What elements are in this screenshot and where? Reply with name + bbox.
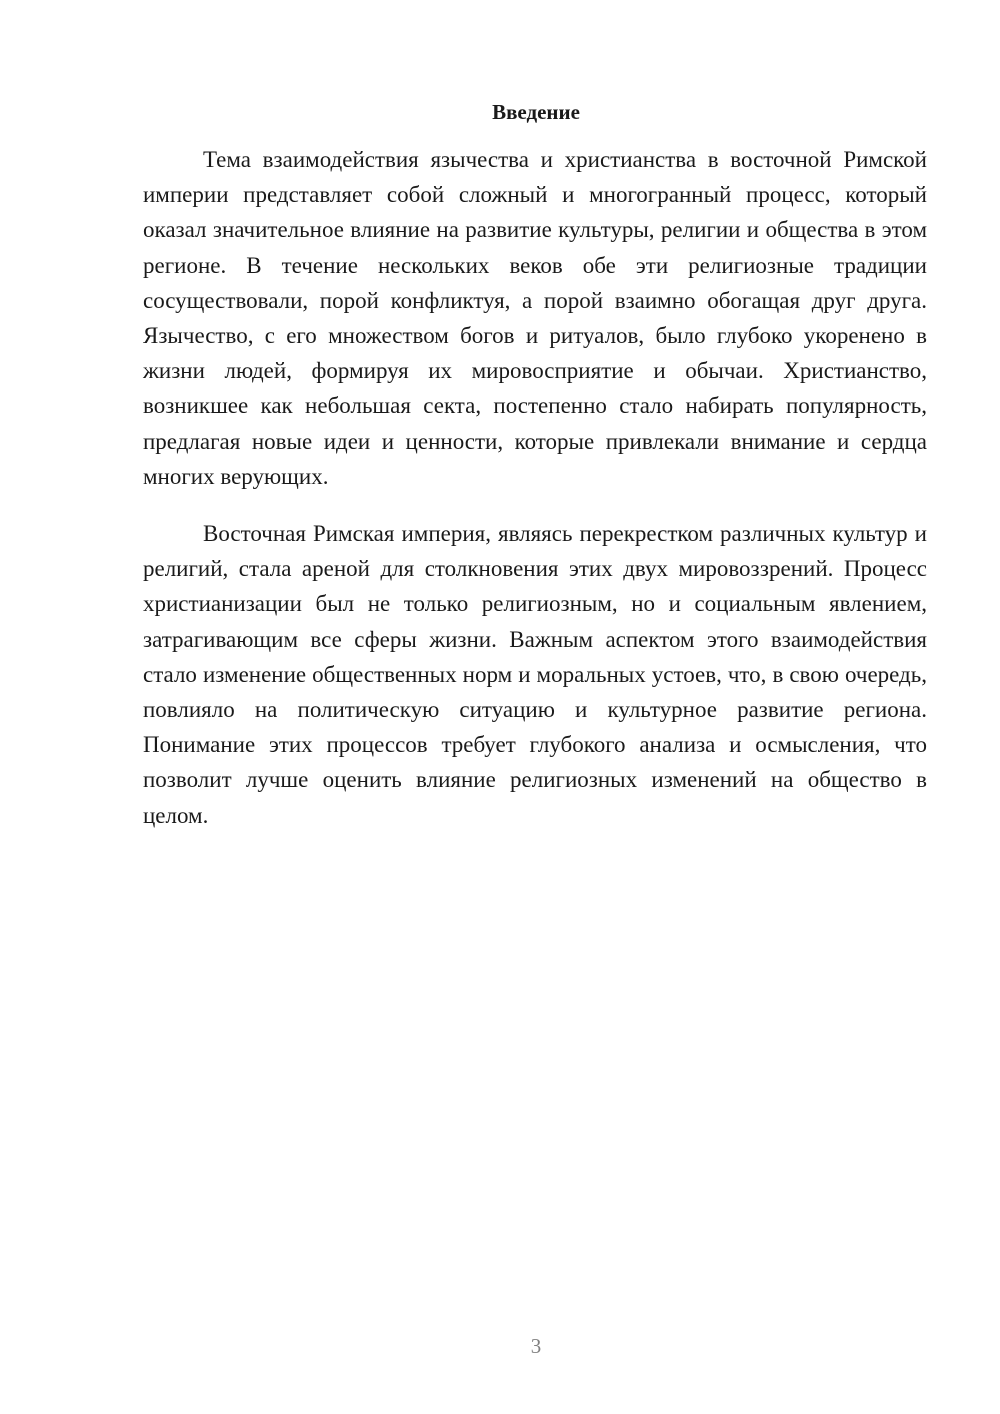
paragraph-text: Восточная Римская империя, являясь перекрестком различных культур и религий, стала ареной для столкновения этих двух мировоззрений. Процесс христианизации был не только религиозным, но и социальным явлением, затрагивающим все сферы жизни. Важным аспектом этого взаимодействия стало изменение общественных норм и моральных устоев, что, в свою очередь, повлияло на политическую ситуацию и культурное развитие региона. Понимание этих процессов требует глубокого анализа и осмысления, что позволит лучше оценить влияние религиозных изменений на общество в целом. [143,521,927,828]
section-heading: Введение [492,100,580,124]
body-paragraph-1 [143,142,927,494]
paragraph-text: Тема взаимодействия язычества и христианства в восточной Римской империи представляет собой сложный и многогранный процесс, который оказал значительное влияние на развитие культуры, религии и общества в этом регионе. В течение нескольких веков обе эти религиозные традиции сосуществовали, порой конфликтуя, а порой взаимно обогащая друг друга. Язычество, с его множеством богов и ритуалов, было глубоко укоренено в жизни людей, формируя их мировосприятие и обычаи. Христианство, возникшее как небольшая секта, постепенно стало набирать популярность, предлагая новые идеи и ценности, которые привлекали внимание и сердца многих верующих. [143,147,927,489]
page-number: 3 [530,1334,542,1358]
body-paragraph-2 [143,516,927,833]
